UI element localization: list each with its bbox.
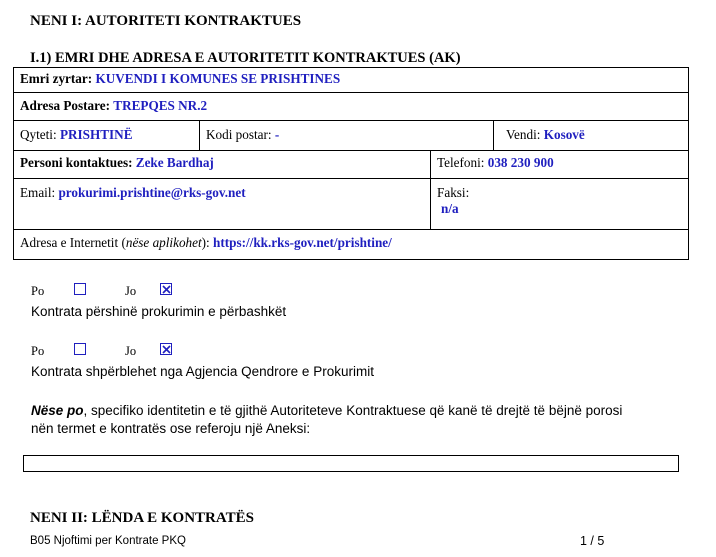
check-x-icon: [162, 345, 171, 354]
footer-page-number: 1 / 5: [580, 534, 605, 548]
check-x-icon: [162, 285, 171, 294]
email-label: Email: [20, 185, 52, 200]
instruction-rest: , specifiko identitetin e të gjithë Autoriteteve Kontraktuese që kanë të drejtë të bëjnë porosi: [83, 403, 623, 418]
contact-value: Zeke Bardhaj: [135, 155, 214, 170]
internet-value: https://kk.rks-gov.net/prishtine/: [213, 235, 392, 250]
country-value: Kosovë: [543, 127, 585, 142]
q1-yes-checkbox[interactable]: [74, 283, 86, 295]
contact-label: Personi kontaktues: [20, 155, 129, 170]
q1-text: Kontrata përshinë prokurimin e përbashkët: [31, 304, 287, 319]
postal-address-label: Adresa Postare: [20, 98, 106, 113]
instruction-line2: nën termet e kontratës ose referoju një Aneksi:: [31, 421, 311, 436]
postal-code-value: -: [274, 127, 280, 142]
q2-yes-label: Po: [31, 344, 45, 358]
row-official-name: Emri zyrtar: KUVENDI I KOMUNES SE PRISHTINES: [14, 68, 688, 93]
city-label: Qyteti: [20, 127, 53, 142]
fax-value: n/a: [441, 201, 459, 216]
q2-yes-checkbox[interactable]: [74, 343, 86, 355]
country-label: Vendi: [506, 127, 537, 142]
section2-title: NENI II: LËNDA E KONTRATËS: [30, 510, 254, 526]
row-contact: Personi kontaktues: Zeke Bardhaj Telefoni: 038 230 900: [14, 151, 688, 179]
q1-yes-label: Po: [31, 284, 45, 298]
footer-doc-code: B05 Njoftimi per Kontrate PKQ: [30, 535, 186, 547]
row-email: Email: prokurimi.prishtine@rks-gov.net Faksi: n/a: [14, 179, 688, 230]
q1-no-label: Jo: [125, 284, 137, 298]
city-value: PRISHTINË: [59, 127, 133, 142]
row-internet: Adresa e Internetit (nëse aplikohet): https://kk.rks-gov.net/prishtine/: [20, 235, 392, 250]
row-city: Qyteti: PRISHTINË Kodi postar: - Vendi: Kosovë: [14, 121, 688, 151]
instruction-lead: Nëse po: [31, 403, 84, 418]
q2-no-checkbox[interactable]: [160, 343, 172, 355]
q2-no-label: Jo: [125, 344, 137, 358]
annex-input-field[interactable]: [23, 455, 679, 472]
q1-no-checkbox[interactable]: [160, 283, 172, 295]
authority-table: [13, 67, 689, 260]
email-value: prokurimi.prishtine@rks-gov.net: [58, 185, 246, 200]
instruction-paragraph: [31, 402, 691, 438]
internet-note: nëse aplikohet: [125, 235, 202, 250]
subsection-title: I.1) EMRI DHE ADRESA E AUTORITETIT KONTRAKTUES (AK): [30, 50, 461, 66]
official-name-value: KUVENDI I KOMUNES SE PRISHTINES: [95, 71, 341, 86]
internet-label: Adresa e Internetit: [20, 235, 119, 250]
section1-title: NENI I: AUTORITETI KONTRAKTUES: [30, 13, 302, 29]
postal-address-value: TREPQES NR.2: [113, 98, 208, 113]
phone-value: 038 230 900: [487, 155, 554, 170]
postal-code-label: Kodi postar: [206, 127, 268, 142]
phone-label: Telefoni: [437, 155, 481, 170]
fax-label: Faksi: [437, 185, 466, 200]
official-name-label: Emri zyrtar: [20, 71, 88, 86]
row-postal-address: Adresa Postare: TREPQES NR.2: [14, 93, 688, 121]
q2-text: Kontrata shpërblehet nga Agjencia Qendrore e Prokurimit: [31, 364, 374, 379]
